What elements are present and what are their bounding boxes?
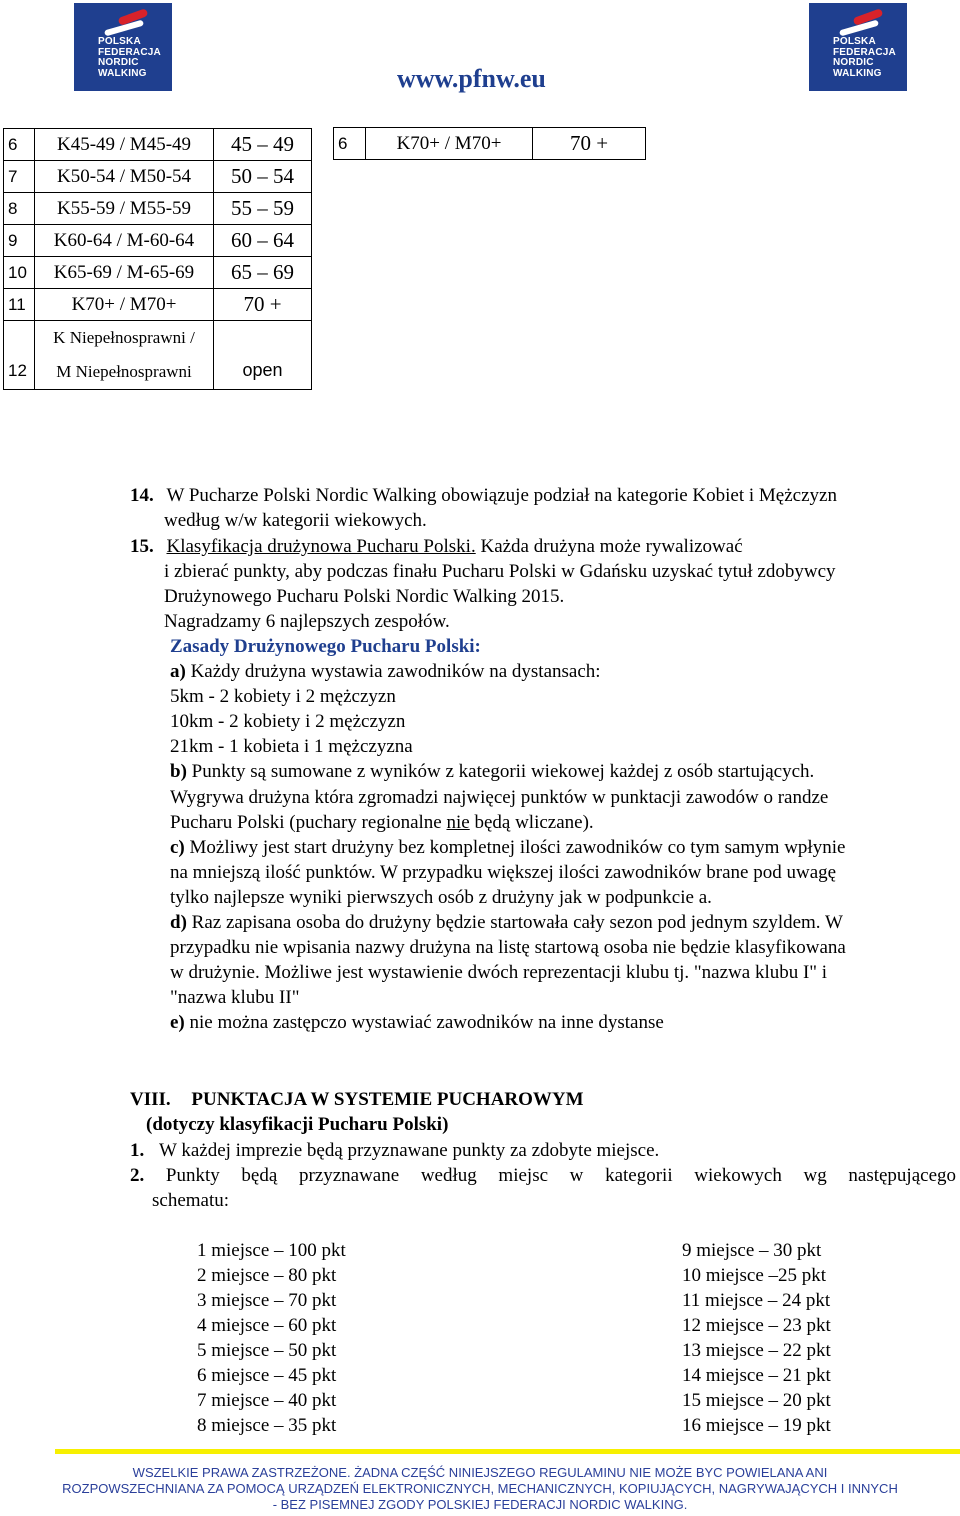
table-row [4,321,312,390]
category-number: 11 [4,289,35,321]
category-name: K60-64 / M-60-64 [35,225,214,257]
category-number: 6 [334,128,366,160]
category-name: K50-54 / M50-54 [35,161,214,193]
list-item: 5 miejsce – 50 pkt [197,1340,337,1361]
section-title: Klasyfikacja drużynowa Pucharu Polski. [166,536,476,557]
footer-line: - BEZ PISEMNEJ ZGODY POLSKIEJ FEDERACJI NORDIC WALKING. [272,1497,688,1512]
rule-b [170,759,814,784]
rule-text: Każdy drużyna wystawia zawodników na dystansach: [185,661,601,682]
footer-line: WSZELKIE PRAWA ZASTRZEŻONE. ŻADNA CZĘŚĆ NINIEJSZEGO REGULAMINU NIE MOŻE BYC POWIELANA ANI [132,1465,828,1480]
category-table-left [3,128,312,390]
category-number: 10 [4,257,35,289]
category-age: 70 + [214,289,312,321]
rule-label: a) [170,661,186,682]
paragraph-line: schematu: [152,1190,230,1211]
category-table-right [333,127,646,160]
rule-a [170,659,601,684]
paragraph-line: w drużynie. Możliwe jest wystawienie dwóch reprezentacji klubu tj. "nazwa klubu I" i [170,962,828,983]
category-age: open [214,321,312,390]
category-name-line2: M Niepełnosprawni [56,362,192,381]
rule-c [170,835,845,860]
underlined-word: nie [446,812,470,833]
category-name-line1: K Niepełnosprawni / [53,328,195,347]
category-name: K65-69 / M-65-69 [35,257,214,289]
distance-21km: 21km - 1 kobieta i 1 mężczyzna [170,736,413,757]
footer-divider [55,1449,960,1454]
section-subtitle: (dotyczy klasyfikacji Pucharu Polski) [146,1114,449,1135]
rule-label: d) [170,912,187,933]
list-item: 3 miejsce – 70 pkt [197,1290,337,1311]
site-url-link[interactable]: www.pfnw.eu [397,64,546,93]
table-row [4,161,312,193]
list-item: 9 miejsce – 30 pkt [682,1240,822,1261]
category-number: 7 [4,161,35,193]
section-text: W Pucharze Polski Nordic Walking obowiązuje podział na kategorie Kobiet i Mężczyzn [166,485,837,506]
category-age: 70 + [533,128,646,160]
list-item: 7 miejsce – 40 pkt [197,1390,337,1411]
rule-label: b) [170,761,187,782]
section-15 [130,534,743,559]
category-age: 50 – 54 [214,161,312,193]
rule-label: c) [170,837,185,858]
list-item: 4 miejsce – 60 pkt [197,1315,337,1336]
distance-5km: 5km - 2 kobiety i 2 mężczyzn [170,686,396,707]
list-item: 1 miejsce – 100 pkt [197,1240,346,1261]
table-row [4,257,312,289]
pfnw-logo-left [74,3,172,91]
paragraph-line: na mniejszą ilość punktów. W przypadku większej ilości zawodników brane pod uwagę [170,862,837,883]
section-number: VIII. [130,1089,171,1110]
paragraph-line: tylko najlepsze wyniki pierwszych osób z drużyny jak w podpunkcie a. [170,887,712,908]
rule-text: nie można zastępczo wystawiać zawodników na inne dystanse [184,1012,664,1033]
category-number: 12 [4,321,35,390]
section-viii-heading [130,1087,584,1112]
distance-10km: 10km - 2 kobiety i 2 mężczyzn [170,711,406,732]
list-item: 6 miejsce – 45 pkt [197,1365,337,1386]
paragraph-line: Drużynowego Pucharu Polski Nordic Walking 2015. [164,586,565,607]
category-number: 9 [4,225,35,257]
table-row [4,129,312,161]
footer-line: ROZPOWSZECHNIANA ZA POMOCĄ URZĄDZEŃ ELEKTRONICZNYCH, MECHANICZNYCH, KOPIUJĄCYCH, NAGRYWAJĄCYCH I INNYCH [62,1481,898,1496]
table-row [4,289,312,321]
section-number: 15. [130,536,154,557]
list-item: 13 miejsce – 22 pkt [682,1340,831,1361]
rule-text: Możliwy jest start drużyny bez kompletnej ilości zawodników co tym samym wpłynie [184,837,846,858]
category-name: K70+ / M70+ [366,128,533,160]
table-row [334,128,646,160]
list-item: 14 miejsce – 21 pkt [682,1365,831,1386]
category-age: 55 – 59 [214,193,312,225]
points-list-right [682,1238,831,1438]
item-text: W każdej imprezie będą przyznawane punkty za zdobyte miejsce. [159,1140,660,1161]
list-item: 10 miejsce –25 pkt [682,1265,827,1286]
paragraph-line: Nagradzamy 6 najlepszych zespołów. [164,611,450,632]
rule-e [170,1010,664,1035]
paragraph-line: przypadku nie wpisania nazwy drużyna na listę startową osoba nie będzie klasyfikowana [170,937,846,958]
list-item: 2 miejsce – 80 pkt [197,1265,337,1286]
list-item: 11 miejsce – 24 pkt [682,1290,831,1311]
list-item: 15 miejsce – 20 pkt [682,1390,831,1411]
list-item: 12 miejsce – 23 pkt [682,1315,831,1336]
section-14-line2: według w/w kategorii wiekowych. [164,510,427,531]
category-name: K45-49 / M45-49 [35,129,214,161]
pfnw-logo-right [809,3,907,91]
paragraph-line: "nazwa klubu II" [170,987,300,1008]
rule-label: e) [170,1012,185,1033]
category-age: 45 – 49 [214,129,312,161]
paragraph-line: Wygrywa drużyna która zgromadzi najwięcej punktów w punktacji zawodów o randze [170,787,829,808]
category-name: K55-59 / M55-59 [35,193,214,225]
list-item: 16 miejsce – 19 pkt [682,1415,831,1436]
points-list-left [197,1238,346,1438]
list-item: 8 miejsce – 35 pkt [197,1415,337,1436]
section-title: PUNKTACJA W SYSTEMIE PUCHAROWYM [191,1089,584,1110]
rule-text: Punkty są sumowane z wyników z kategorii wiekowej każdej z osób startujących. [186,761,815,782]
category-age: 65 – 69 [214,257,312,289]
logo-text: POLSKA FEDERACJA NORDIC WALKING [833,36,896,79]
category-age: 60 – 64 [214,225,312,257]
category-number: 8 [4,193,35,225]
category-name: K70+ / M70+ [35,289,214,321]
item-number: 2. [130,1165,145,1186]
footer-copyright [0,1465,960,1513]
rule-text: Raz zapisana osoba do drużyny będzie startowała cały sezon pod jednym szyldem. W [186,912,843,933]
item-number: 1. [130,1140,145,1161]
section-text: Każda drużyna może rywalizować [475,536,743,557]
section-number: 14. [130,485,154,506]
rule-d [170,910,843,935]
paragraph-line: Pucharu Polski (puchary regionalne nie będą wliczane). [170,812,594,833]
item-text: Punkty będą przyznawane według miejsc w kategorii wiekowych wg następującego [165,1165,957,1186]
list-item [130,1138,659,1163]
list-item [130,1163,956,1188]
table-row [4,225,312,257]
paragraph-line: i zbierać punkty, aby podczas finału Pucharu Polski w Gdańsku uzyskać tytuł zdobywcy [164,561,836,582]
section-14 [130,483,837,508]
category-number: 6 [4,129,35,161]
table-row [4,193,312,225]
logo-text: POLSKA FEDERACJA NORDIC WALKING [98,36,161,79]
rules-title: Zasady Drużynowego Pucharu Polski: [170,636,481,657]
category-name [35,321,214,390]
